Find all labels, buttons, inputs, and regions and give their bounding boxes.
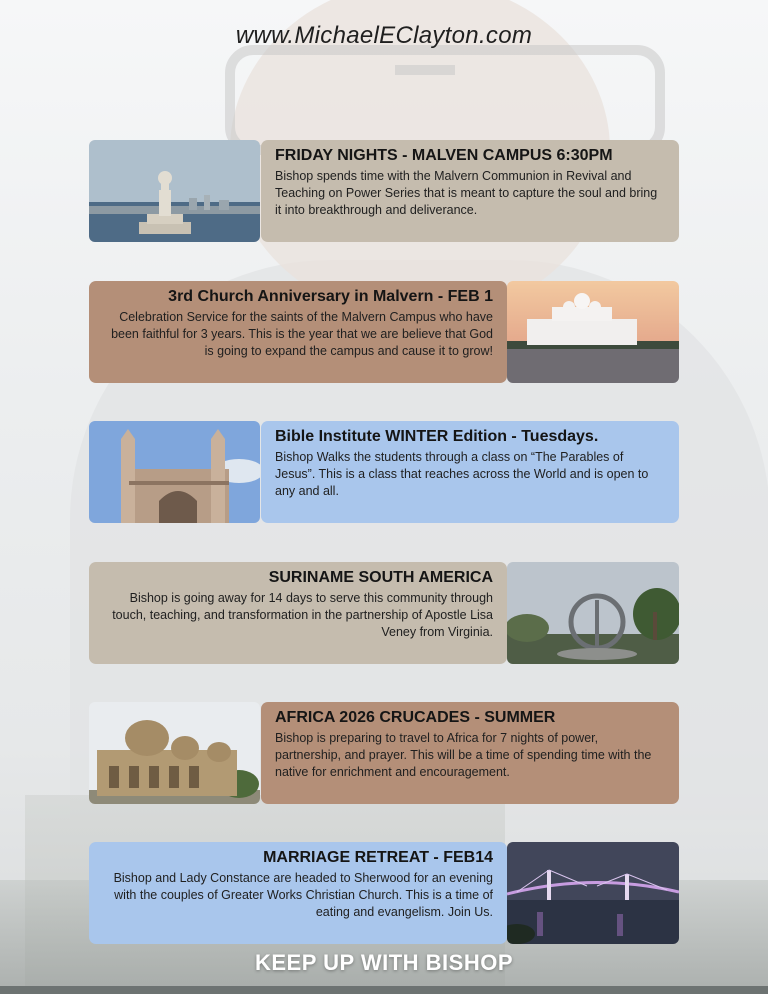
event-5-image	[89, 702, 260, 804]
event-6-title: MARRIAGE RETREAT - FEB14	[263, 849, 493, 866]
event-6-description: Bishop and Lady Constance are headed to Sherwood for an evening with the couples of Greater Works Christian Church. This is a time of eating and evangelism. Join Us.	[113, 871, 493, 919]
event-2-card	[89, 281, 507, 383]
bottom-strip	[0, 986, 768, 994]
event-1-title: FRIDAY NIGHTS - MALVEN CAMPUS 6:30PM	[275, 147, 613, 164]
footer-tagline: KEEP UP WITH BISHOP	[254, 950, 514, 975]
statue-on-lake-photo	[89, 140, 260, 242]
event-3-description: Bishop Walks the students through a class on “The Parables of Jesus”. This is a class that reaches across the World and is open to any and all.	[275, 450, 649, 498]
event-4-image	[507, 562, 679, 664]
event-2-title: 3rd Church Anniversary in Malvern - FEB 1	[168, 288, 493, 305]
event-2-description: Celebration Service for the saints of the Malvern Campus who have been faithful for 3 years. This is the year that we are believe that God is going to expand the campus and cause it to grow!	[111, 310, 493, 358]
event-1-card	[261, 140, 679, 242]
event-4-card	[89, 562, 507, 664]
event-4-description: Bishop is going away for 14 days to serve this community through touch, teaching, and transformation in the partnership of Apostle Lisa Veney from Virginia.	[112, 591, 493, 639]
event-5-description: Bishop is preparing to travel to Africa for 7 nights of power, partnership, and prayer. This will be a time of spending time with the native for enrichment and encouragement.	[275, 731, 652, 779]
event-1-description: Bishop spends time with the Malvern Communion in Revival and Teaching on Power Series that is meant to capture the soul and bring it into breakthrough and deliverance.	[275, 169, 658, 217]
website-url[interactable]: www.MichaelEClayton.com	[235, 22, 533, 49]
park-sculpture-photo	[507, 562, 679, 664]
event-5-title: AFRICA 2026 CRUCADES - SUMMER	[275, 709, 556, 726]
event-2-image	[507, 281, 679, 383]
event-3-image	[89, 421, 260, 523]
palace-at-sunset-photo	[507, 281, 679, 383]
event-3-title: Bible Institute WINTER Edition - Tuesdays.	[275, 428, 599, 445]
background-portrait-glasses-bridge	[395, 65, 455, 75]
domed-tomb-photo	[89, 702, 260, 804]
night-bridge-photo	[507, 842, 679, 944]
minaret-monument-photo	[89, 421, 260, 523]
event-3-card	[261, 421, 679, 523]
event-1-image	[89, 140, 260, 242]
event-6-image	[507, 842, 679, 944]
event-5-card	[261, 702, 679, 804]
background-portrait-glasses	[225, 45, 665, 155]
event-6-card	[89, 842, 507, 944]
event-4-title: SURINAME SOUTH AMERICA	[268, 569, 493, 586]
